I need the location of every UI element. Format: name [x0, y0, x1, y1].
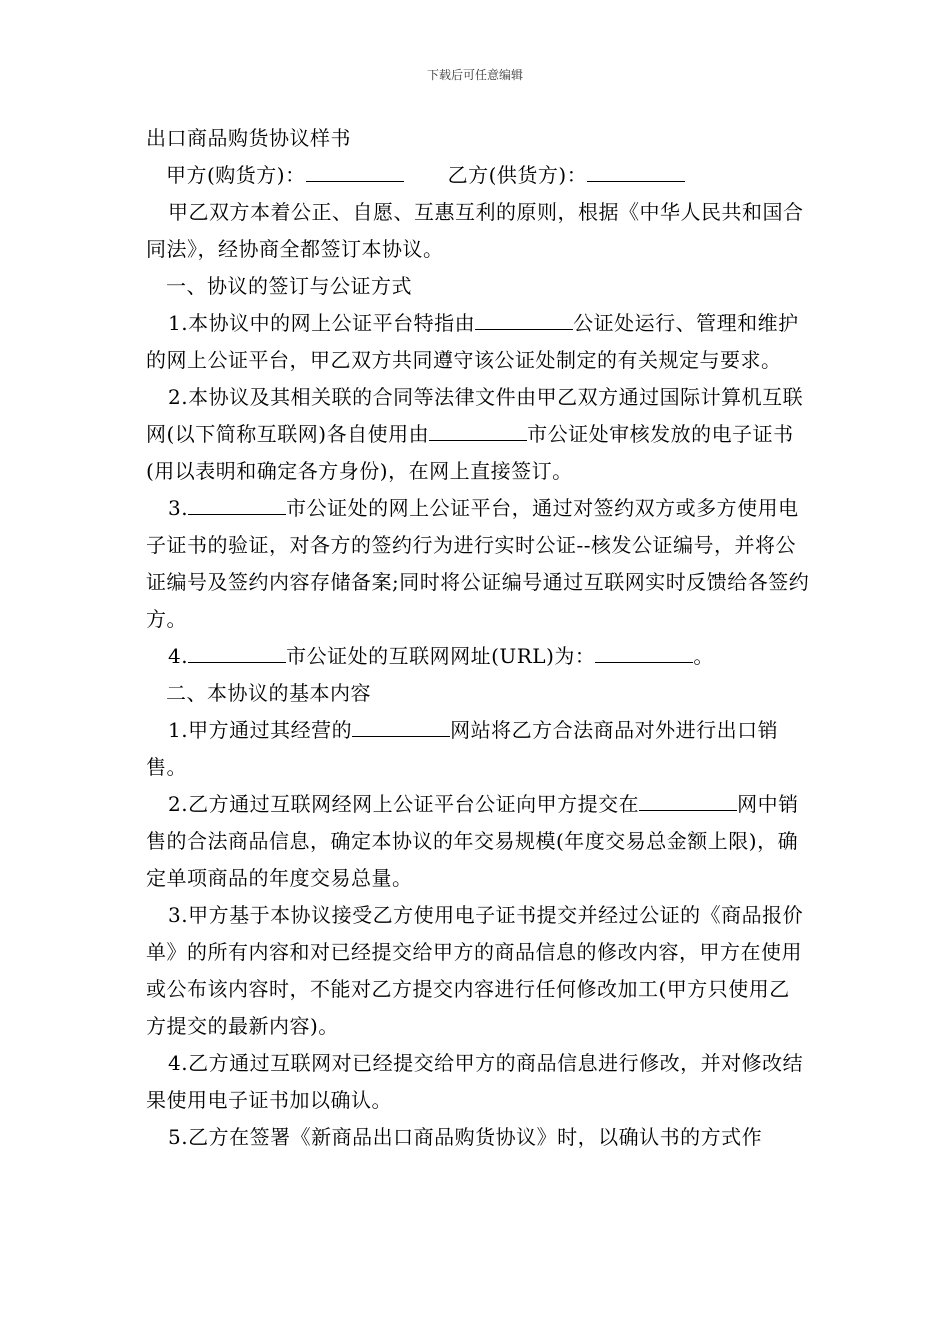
- section2-item2: 2.乙方通过互联网经网上公证平台公证向甲方提交在 网中销售的合法商品信息，确定本协议的年交易规模(年度交易总金额上限)，确定单项商品的年度交易总量。: [146, 792, 799, 890]
- document-body: [146, 120, 810, 1156]
- section1-item3: 3. 市公证处的网上公证平台，通过对签约双方或多方使用电子证书的验证，对各方的签约行为进行实时公证--核发公证编号，并将公证编号及签约内容存储备案;同时将公证编号通过互联网实时反馈给各签约方。: [146, 496, 810, 631]
- section2-item4: 4.乙方通过互联网对已经提交给甲方的商品信息进行修改，并对修改结果使用电子证书加以确认。: [146, 1051, 804, 1112]
- section2-heading: 二、本协议的基本内容: [166, 681, 371, 705]
- parties-line: [146, 157, 810, 194]
- blank-field: [475, 311, 573, 330]
- intro-paragraph: 甲乙双方本着公正、自愿、互惠互利的原则，根据《中华人民共和国合同法》，经协商全都签订本协议。: [146, 200, 804, 261]
- party-a-label: 甲方(购货方)：: [166, 163, 306, 187]
- page-header: 下载后可任意编辑: [426, 68, 523, 82]
- party-b-blank: [587, 163, 685, 182]
- blank-field: [352, 718, 450, 737]
- document-title: 出口商品购货协议样书: [146, 126, 351, 150]
- blank-field: [429, 422, 527, 441]
- section2-item5: 5.乙方在签署《新商品出口商品购货协议》时，以确认书的方式作: [168, 1125, 763, 1149]
- section1-item2: 2.本协议及其相关联的合同等法律文件由甲乙双方通过国际计算机互联网(以下简称互联网)各自使用由 市公证处审核发放的电子证书(用以表明和确定各方身份)，在网上直接签订。: [146, 385, 804, 483]
- blank-field: [188, 644, 286, 663]
- party-a-blank: [306, 163, 404, 182]
- section1-item4: 4. 市公证处的互联网网址(URL)为： 。: [168, 644, 714, 668]
- blank-field: [188, 496, 286, 515]
- blank-field: [595, 644, 693, 663]
- party-b-label: 乙方(供货方)：: [447, 163, 588, 187]
- section1-item1: 1.本协议中的网上公证平台特指由 公证处运行、管理和维护的网上公证平台，甲乙双方共同遵守该公证处制定的有关规定与要求。: [146, 311, 799, 372]
- section1-heading: 一、协议的签订与公证方式: [166, 274, 412, 298]
- section2-item1: 1.甲方通过其经营的 网站将乙方合法商品对外进行出口销售。: [146, 718, 779, 779]
- section2-item3: 3.甲方基于本协议接受乙方使用电子证书提交并经过公证的《商品报价单》的所有内容和对已经提交给甲方的商品信息的修改内容，甲方在使用或公布该内容时，不能对乙方提交内容进行任何修改加工(甲方只使用乙方提交的最新内容)。: [146, 903, 804, 1038]
- blank-field: [639, 792, 737, 811]
